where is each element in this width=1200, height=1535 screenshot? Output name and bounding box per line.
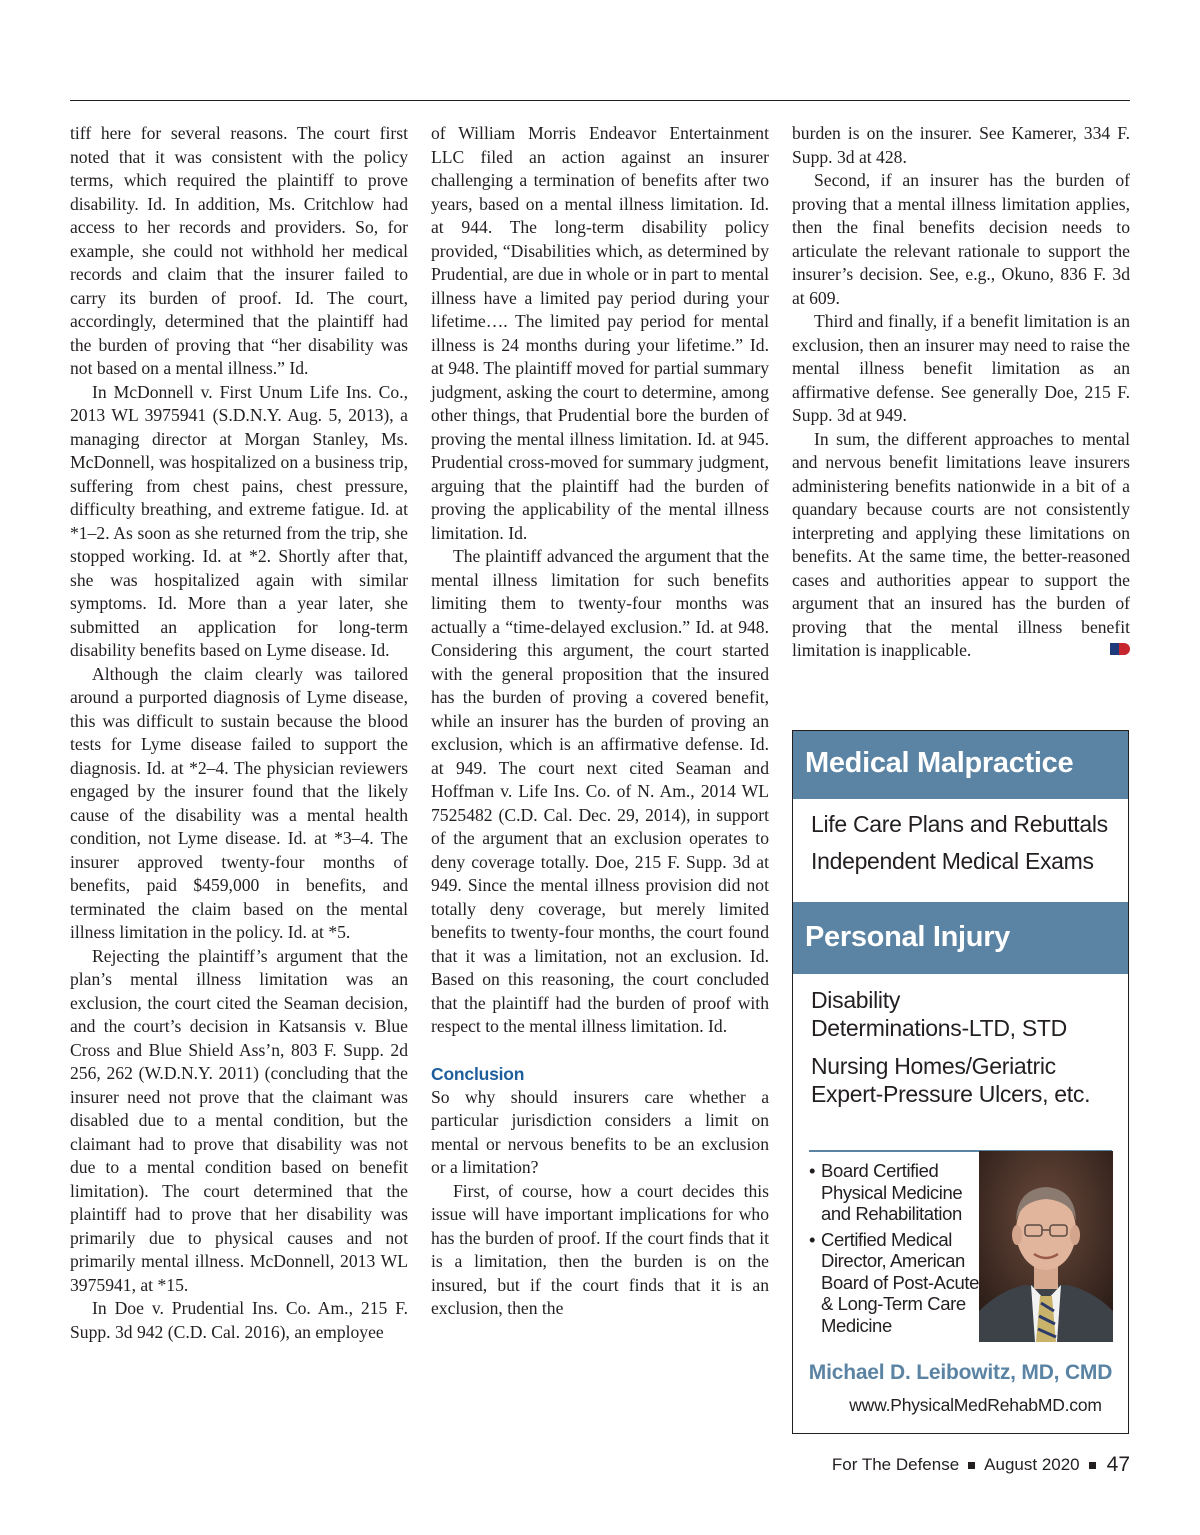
advertisement — [792, 730, 1129, 1434]
credential-item: • Board Certified Physical Medicine and Rehabilitation — [809, 1160, 979, 1225]
paragraph: First, of course, how a court decides this issue will have important implications for who has the burden of proof. If the court finds that it is a limitation, then the burden is on the insured, but if the court finds that it is an exclusion, then the — [431, 1180, 769, 1318]
portrait-photo — [979, 1151, 1113, 1342]
paragraph: In McDonnell v. First Unum Life Ins. Co., 2013 WL 3975941 (S.D.N.Y. Aug. 5, 2013), a managing director at Morgan Stanley, Ms. McDonnell, was hospitalized on a business trip, suffering from chest pains, chest pressure, difficulty breathing, and extreme fatigue. Id. at *1–2. As soon as she returned from the trip, she stopped working. Id. at *2. Shortly after that, she was hospitalized again with similar symptoms. Id. More than a year later, she submitted an application for long-term disability benefits based on Lyme disease. Id. — [70, 381, 408, 660]
ad-service-line: Independent Medical Exams — [811, 848, 1094, 874]
text-column-2 — [431, 122, 769, 1321]
paragraph: Although the claim clearly was tailored around a purported diagnosis of Lyme disease, this was difficult to sustain because the blood tests for Lyme disease failed to support the diagnosis. Id. at *2–4. The physician reviewers engaged by the insurer found that the likely cause of the disability was a mental health condition, not Lyme disease. Id. at *3–4. The insurer approved twenty-four months of benefits, paid $459,000 in benefits, and terminated the claim based on the mental illness limitation in the policy. Id. at *5. — [70, 663, 408, 942]
paragraph — [792, 428, 1130, 663]
ad-service-line: Disability — [811, 987, 901, 1013]
header-rule — [70, 100, 1130, 101]
credentials-list — [809, 1160, 979, 1340]
paragraph: burden is on the insurer. See Kamerer, 334 F. Supp. 3d at 428. — [792, 123, 1130, 167]
advertiser-url: www.PhysicalMedRehabMD.com — [849, 1395, 1102, 1415]
portrait-image — [979, 1151, 1113, 1342]
ad-heading-personal-injury: Personal Injury — [793, 902, 1128, 974]
paragraph: In Doe v. Prudential Ins. Co. Am., 215 F. Supp. 3d 942 (C.D. Cal. 2016), an employee — [70, 1298, 408, 1342]
paragraph: The plaintiff advanced the argument that the mental illness limitation for such benefits limiting them to twenty-four months was actually a “time-delayed exclusion.” Id. at 948. Considering this argument, the court started with the general proposition that the insured has the burden of proving a covered benefit, while an insurer has the burden of proving an exclusion, which is an affirmative defense. Id. at 949. The court next cited Seaman and Hoffman v. Life Ins. Co. of N. Am., 2014 WL 7525482 (C.D. Cal. Dec. 29, 2014), in support of the argument that an exclusion operates to deny coverage totally. Doe, 215 F. Supp. 3d at 949. Since the mental illness provision did not totally deny coverage, but merely limited benefits to twenty-four months, the court found that it was a limitation, not an exclusion. Id. Based on this reasoning, the court concluded that the plaintiff had the burden of proof with respect to the mental illness limitation. Id. — [431, 546, 769, 1036]
paragraph: Second, if an insurer has the burden of proving that a mental illness limitation applies, then the final benefits decision needs to articulate the relevant rationale to support the insurer’s decision. See, e.g., Okuno, 836 F. 3d at 609. — [792, 170, 1130, 308]
ad-heading-medical-malpractice: Medical Malpractice — [793, 731, 1128, 799]
advertiser-name: Michael D. Leibowitz, MD, CMD — [808, 1361, 1113, 1384]
issue-date: August 2020 — [984, 1455, 1080, 1474]
section-heading: Conclusion — [431, 1063, 525, 1084]
credential-item: • Certified Medical Director, American Board of Post-Acute & Long-Term Care Medicine — [809, 1229, 979, 1337]
publication-name: For The Defense — [831, 1455, 960, 1474]
paragraph: Rejecting the plaintiff’s argument that the plan’s mental illness limitation was an exclusion, the court cited the Seaman decision, and the court’s decision in Katsansis v. Blue Cross and Blue Shield Ass’n, 803 F. Supp. 2d 256, 262 (W.D.N.Y. 2011) (concluding that the insurer need not prove that the claimant was disabled due to a mental condition, but the claimant had to prove that disability was not due to a mental condition based on benefit limitation). The court determined that the plaintiff had to prove that her disability was primarily due to physical causes and not primarily mental illness. McDonnell, 2013 WL 3975941, at *15. — [70, 945, 408, 1295]
paragraph: of William Morris Endeavor Entertainment LLC filed an action against an insurer challenging a termination of benefits after two years, based on a mental illness limitation. Id. at 944. The long-term disability policy provided, “Disabilities which, as determined by Prudential, are due in whole or in part to mental illness have a limited pay period during your lifetime…. The limited pay period for mental illness is 24 months during your lifetime.” Id. at 948. The plaintiff moved for partial summary judgment, asking the court to determine, among other things, that Prudential bore the burden of proving the mental illness limitation. Id. at 945. Prudential cross-moved for summary judgment, arguing that the plaintiff had the burden of proving the applicability of the mental illness limitation. Id. — [431, 123, 769, 543]
paragraph: tiff here for several reasons. The court first noted that it was consistent with the policy terms, which required the plaintiff to prove disability. Id. In addition, Ms. Critchlow had access to her records and providers. So, for example, she could not withhold her medical records and claim that the insurer failed to carry its burden of proof. Id. The court, accordingly, determined that the plaintiff had the burden of proving that “her disability was not based on a mental illness.” Id. — [70, 123, 408, 378]
ad-service-line: Determinations-LTD, STD — [811, 1015, 1067, 1041]
page-footer — [832, 1453, 1130, 1477]
end-of-article-icon — [1110, 643, 1130, 655]
paragraph: Third and finally, if a benefit limitation is an exclusion, then an insurer may need to raise the mental illness benefit limitation as an affirmative defense. See generally Doe, 215 F. Supp. 3d at 949. — [792, 311, 1130, 425]
page-number: 47 — [1106, 1453, 1130, 1476]
ad-service-line: Nursing Homes/Geriatric — [811, 1053, 1056, 1079]
ad-service-line: Expert-Pressure Ulcers, etc. — [811, 1081, 1091, 1107]
separator-square-icon — [968, 1462, 975, 1469]
text-column-1 — [70, 122, 408, 1344]
paragraph: So why should insurers care whether a particular jurisdiction considers a limit on mental or nervous benefits to be an exclusion or a limitation? — [431, 1086, 769, 1177]
ad-service-line: Life Care Plans and Rebuttals — [811, 811, 1108, 837]
paragraph-text: In sum, the different approaches to mental and nervous benefit limitations leave insurers administering benefits nationwide in a bit of a quandary because courts are not consistently interpreting and applying these limitations on benefits. At the same time, the better-reasoned cases and authorities appear to support the argument that an insured has the burden of proving that the mental illness benefit limitation is inapplicable. — [792, 428, 1130, 660]
separator-square-icon — [1089, 1462, 1096, 1469]
text-column-3 — [792, 122, 1130, 663]
